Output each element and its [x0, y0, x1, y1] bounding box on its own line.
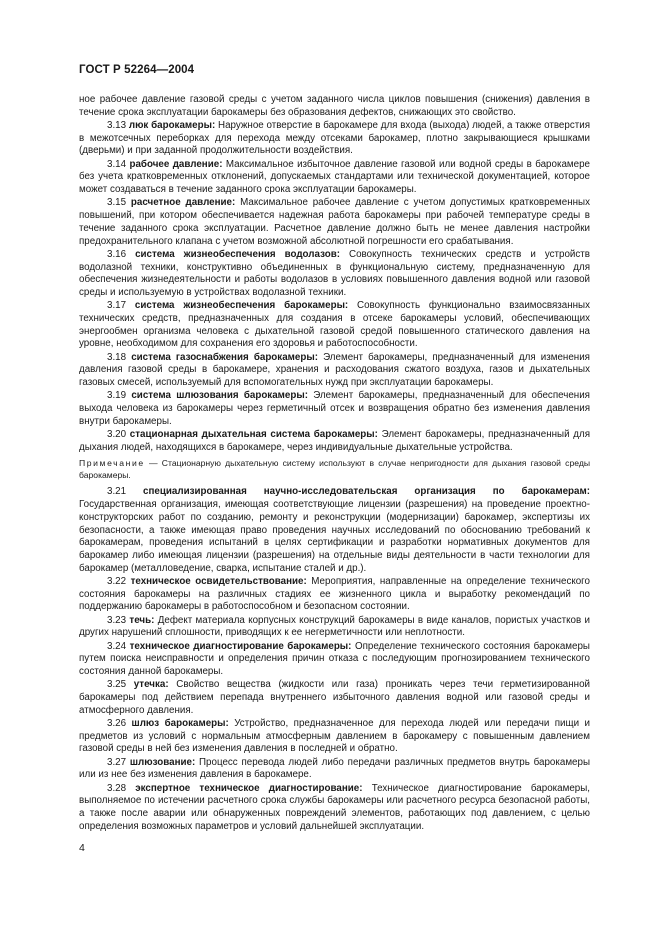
clause-number: 3.23: [107, 614, 127, 626]
clause-number: 3.14: [107, 158, 127, 170]
definition-3-20: [79, 429, 590, 454]
term: люк барокамеры:: [128, 120, 216, 131]
document-body: [79, 94, 590, 834]
clause-number: 3.15: [107, 197, 127, 209]
definition-text: Мероприятия, направленные на определение технического состояния барокамеры на различных стадиях ее жизненного цикла и выработку рекомендаций по поддержанию барокамеры в работоспособном и безопасном состоянии.: [79, 575, 590, 613]
definition-3-13: [79, 120, 590, 158]
definition-3-21: [79, 486, 590, 575]
definition-3-16: [79, 249, 590, 300]
definition-text: Совокупность технических средств и устройств водолазной техники, конструктивно объединенных в функциональную систему, предназначенную для обеспечения жизнедеятельности и работы водолазов в условиях повышенного давления водной или газовой среды и используемую в устройствах водолазной техники.: [79, 248, 590, 298]
term: система жизнеобеспечения барокамеры:: [134, 300, 349, 312]
clause-number: 3.16: [107, 248, 127, 260]
clause-number: 3.19: [107, 390, 127, 402]
definition-3-22: [79, 576, 590, 614]
note: [79, 458, 590, 481]
term: шлюз барокамеры:: [131, 718, 229, 730]
note-text: — Стационарную дыхательную систему используют в случае непригодности для дыхания газовой среды барокамеры.: [79, 458, 591, 480]
term: утечка:: [133, 679, 169, 691]
definition-text: Устройство, предназначенное для перехода людей или передачи пищи и предметов из условий с нормальным атмосферным давлением в барокамеру с повышенным давлением газовой среды в ней без изменения давления в последней и обратно.: [79, 718, 590, 755]
definition-text: Совокупность функционально взаимосвязанных технических средств, предназначенных для создания в отсеке барокамеры условий, обеспечивающих энергообмен организма человека с дыхательной газовой средой повышенного статического давления на уровне, необходимом для сохранения его здоровья и работоспособности.: [79, 300, 590, 350]
clause-number: 3.24: [107, 640, 127, 652]
paragraph-continuation: [79, 94, 590, 119]
definition-text: Дефект материала корпусных конструкций барокамеры в виде каналов, пористых участков и других нарушений сплошности, приводящих к ее негерметичности или неплотности.: [79, 614, 590, 639]
term: рабочее давление:: [129, 158, 223, 170]
definition-3-23: [79, 615, 590, 640]
term: расчетное давление:: [130, 197, 236, 209]
term: специализированная научно-исследовательская организация по барокамерам:: [143, 486, 590, 498]
clause-number: 3.21: [107, 486, 127, 498]
definition-3-28: [79, 783, 590, 834]
clause-number: 3.25: [107, 679, 127, 691]
term: экспертное техническое диагностирование:: [135, 782, 363, 794]
clause-number: 3.13: [107, 120, 127, 131]
clause-number: 3.28: [107, 782, 127, 794]
term: техническое освидетельствование:: [130, 575, 307, 587]
definition-text: Государственная организация, имеющая соответствующие лицензии (разрешения) на проведение проектно-конструкторских работ по созданию, ремонту и реконструкции (модернизации) барокамер, экспертизы их безопасности, а также имеющая право проведения научных исследований по обоснованию требований к барокамерам, проведения испытаний в целях сертификации и разработки нормативных документов для барокамер либо имеющая лицензии (разрешения) на отдельные виды деятельности в части технологии для барокамер (металловедение, сварка, испытание сталей и др.).: [79, 499, 590, 574]
definition-text: Элемент барокамеры, предназначенный для дыхания людей, находящихся в барокамере, через индивидуальные дыхательные устройства.: [79, 429, 590, 453]
definition-text: Максимальное избыточное давление газовой или водной среды в барокамере без учета кратковременных отклонений, допускаемых стандартами или технической документацией, которое может создаваться в течение заданного срока эксплуатации барокамеры.: [79, 158, 590, 196]
term: шлюзование:: [129, 756, 196, 768]
definition-3-24: [79, 641, 590, 679]
clause-number: 3.22: [107, 575, 127, 587]
clause-number: 3.27: [107, 756, 127, 768]
page-number: 4: [79, 842, 85, 854]
definition-3-15: [79, 197, 590, 248]
term: система газоснабжения барокамеры:: [131, 351, 318, 363]
definition-text: Максимальное рабочее давление с учетом допустимых кратковременных повышений, при котором обеспечивается надежная работа барокамеры при рабочей температуре среды в течение заданного срока эксплуатации. Расчетное давление должно быть не менее давления настройки предохранительного клапана с учетом возможной абсолютной погрешности его срабатывания.: [79, 197, 590, 247]
clause-number: 3.18: [107, 351, 127, 363]
clause-number: 3.17: [107, 300, 127, 312]
definition-3-25: [79, 679, 590, 717]
definition-text: Элемент барокамеры, предназначенный для изменения давления газовой среды в барокамере, хранения и расходования сжатого воздуха, газов и дыхательных газовых смесей, используемый для вспомогательных нужд при эксплуатации барокамеры.: [79, 351, 590, 389]
definition-text: Наружное отверстие в барокамере для входа (выхода) людей, а также отверстия в межотсечных переборках для перехода между отсеками барокамер, плотно закрывающиеся крышками (дверьми) и при заданной продолжительности воздействия.: [79, 120, 590, 157]
definition-text: Свойство вещества (жидкости или газа) проникать через течи герметизированной барокамеры под действием перепада внутреннего избыточного давления водной или газовой среды и атмосферного давления.: [79, 679, 590, 716]
definition-text: Элемент барокамеры, предназначенный для обеспечения выхода человека из барокамеры через герметичный отсек и возвращения обратно без изменения давления внутри барокамеры.: [79, 390, 590, 427]
clause-number: 3.26: [107, 718, 127, 730]
definition-text: Процесс перевода людей либо передачи различных предметов внутрь барокамеры или из нее без изменения давления в барокамере.: [79, 756, 590, 781]
term: течь:: [129, 614, 155, 626]
definition-3-27: [79, 757, 590, 782]
definition-3-18: [79, 352, 590, 390]
paragraph-text: ное рабочее давление газовой среды с учетом заданного числа циклов повышения (снижения) давления в течение срока эксплуатации барокамеры без образования дефектов, снижающих это свойство.: [79, 94, 590, 118]
definition-3-14: [79, 159, 590, 197]
term: система жизнеобеспечения водолазов:: [135, 248, 340, 260]
clause-number: 3.20: [107, 429, 127, 441]
definition-3-19: [79, 390, 590, 428]
definition-3-17: [79, 300, 590, 351]
document-header: ГОСТ Р 52264—2004: [79, 64, 195, 76]
term: стационарная дыхательная система барокамеры:: [129, 429, 378, 441]
definition-text: Определение технического состояния барокамеры путем поиска неисправности и определения причин отказа с последующим прогнозированием технического состояния данной барокамеры.: [79, 640, 590, 678]
term: система шлюзования барокамеры:: [131, 390, 308, 402]
term: техническое диагностирование барокамеры:: [129, 640, 352, 652]
definition-text: Техническое диагностирование барокамеры, выполняемое по истечении расчетного срока службы барокамеры или расчетного ресурса безопасной работы, а также после аварии или обнаруженных повреждений элементов, работающих под давлением, с целью определения возможных параметров и условий дальнейшей эксплуатации.: [79, 782, 590, 832]
note-label: Примечание: [79, 458, 145, 469]
definition-3-26: [79, 718, 590, 756]
